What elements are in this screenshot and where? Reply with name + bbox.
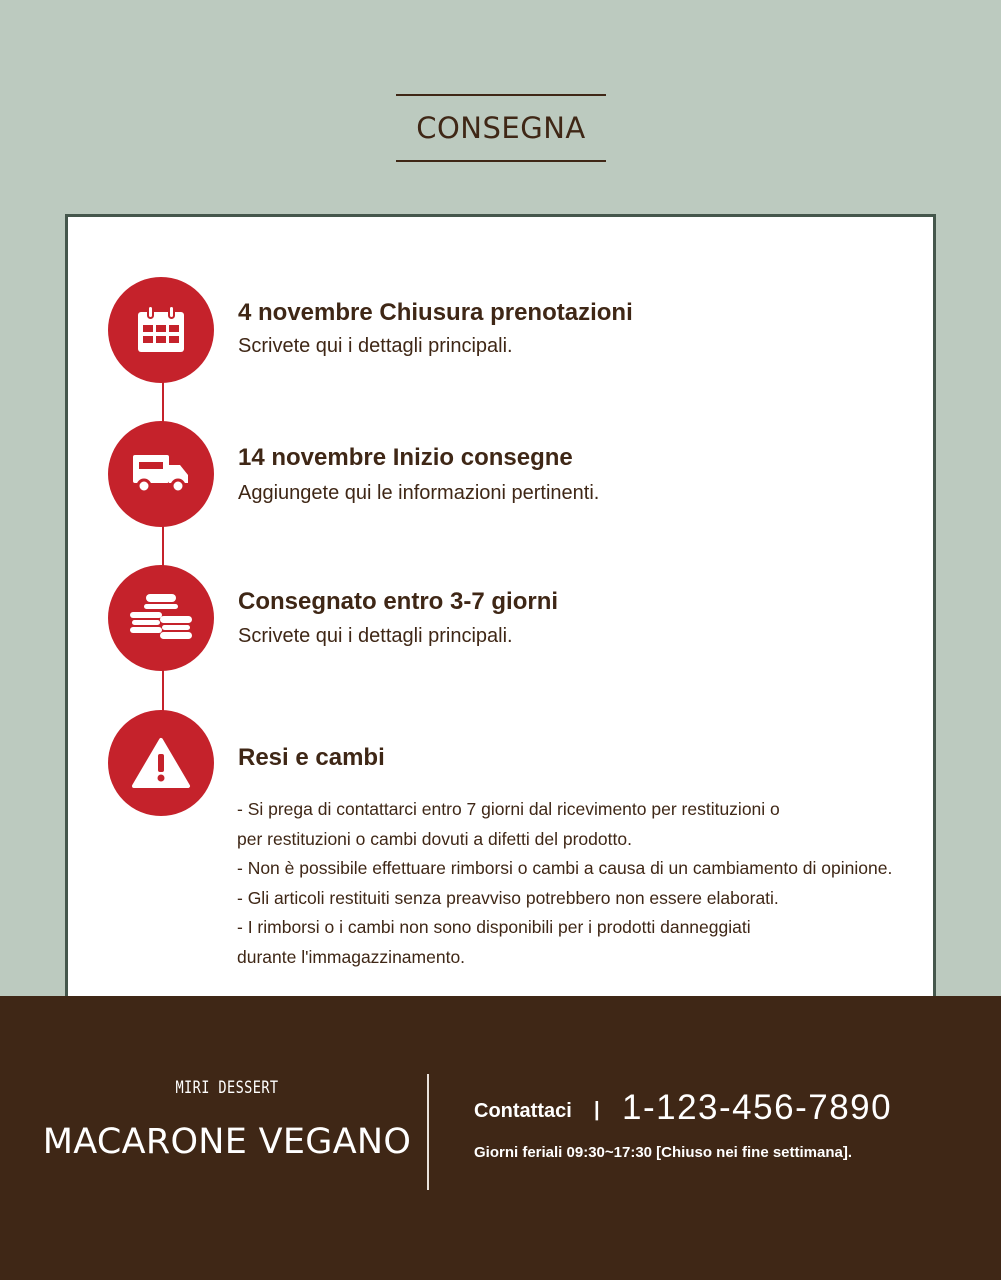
step-2-title: 14 novembre Inizio consegne <box>238 444 573 471</box>
step-1-desc: Scrivete qui i dettagli principali. <box>238 335 513 357</box>
footer-divider <box>427 1074 429 1190</box>
step-4-title: Resi e cambi <box>238 744 385 771</box>
section-header <box>396 94 606 162</box>
brand-name: MIRI DESSERT <box>175 1078 279 1098</box>
macaron-stack-icon <box>129 592 193 644</box>
step-1-badge <box>108 277 214 383</box>
returns-item: - Gli articoli restituiti senza preavviso potrebbero non essere elaborati. <box>237 887 779 908</box>
step-1-title: 4 novembre Chiusura prenotazioni <box>238 299 633 326</box>
contact-separator: | <box>594 1099 600 1121</box>
step-3-badge <box>108 565 214 671</box>
step-2-badge <box>108 421 214 527</box>
product-name: MACARONE VEGANO <box>42 1122 412 1162</box>
step-3-title: Consegnato entro 3-7 giorni <box>238 588 559 615</box>
returns-item: - Non è possibile effettuare rimborsi o cambi a causa di un cambiamento di opinione. <box>237 858 893 878</box>
contact-label: Contattaci <box>474 1100 572 1122</box>
calendar-icon <box>135 305 187 355</box>
step-2-desc: Aggiungete qui le informazioni pertinenti. <box>238 482 600 504</box>
footer <box>0 996 1001 1280</box>
step-3-desc: Scrivete qui i dettagli principali. <box>238 625 513 647</box>
returns-item: - Si prega di contattarci entro 7 giorni dal ricevimento per restituzioni o per restituzioni o cambi dovuti a difetti del prodotto. <box>237 799 780 849</box>
opening-hours: Giorni feriali 09:30~17:30 [Chiuso nei fine settimana]. <box>474 1144 853 1161</box>
phone-number[interactable]: 1-123-456-7890 <box>622 1088 893 1127</box>
step-4-badge <box>108 710 214 816</box>
returns-item: - I rimborsi o i cambi non sono disponibili per i prodotti danneggiati durante l'immagazzinamento. <box>237 917 751 967</box>
delivery-card <box>65 214 936 1014</box>
timeline-connector <box>162 337 164 757</box>
page-title: CONSEGNA <box>416 111 586 145</box>
truck-icon <box>132 453 190 495</box>
warning-icon <box>131 737 191 789</box>
returns-policy-list <box>237 795 927 972</box>
